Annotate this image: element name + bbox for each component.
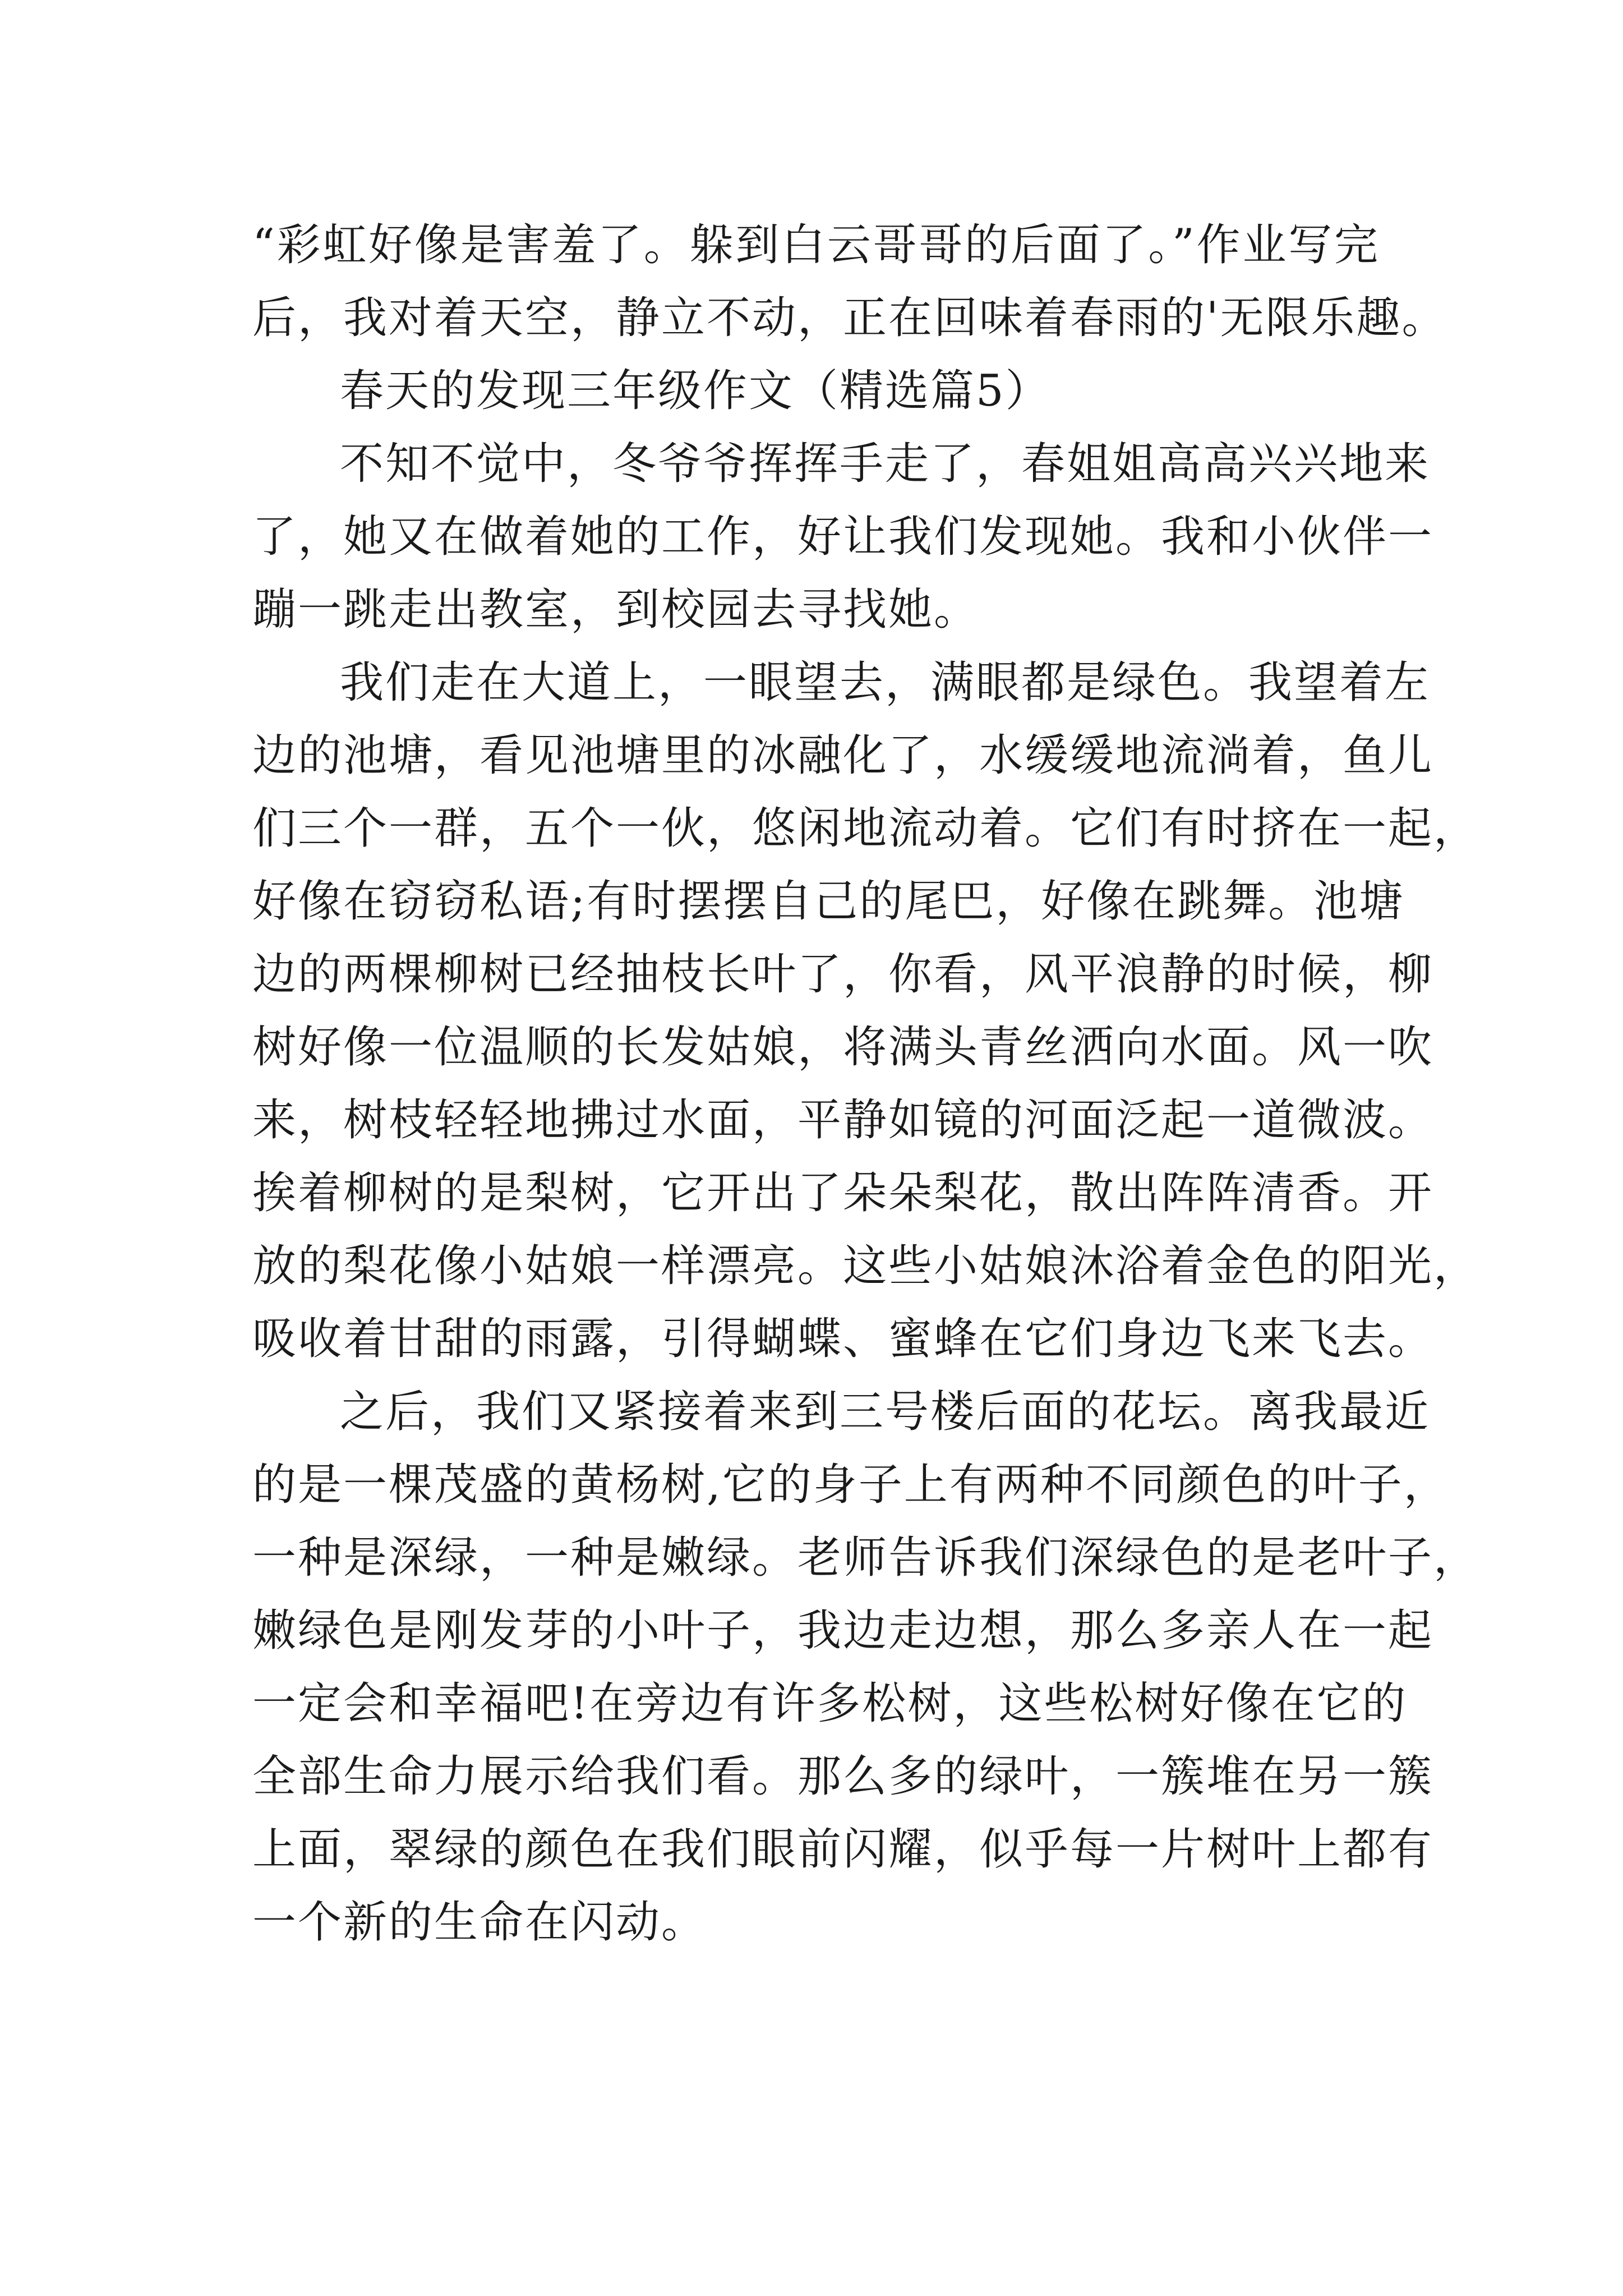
text-line: 全部生命力展示给我们看。那么多的绿叶，一簇堆在另一簇 <box>252 1751 1434 1802</box>
document-body <box>252 209 1479 1959</box>
text-line: 一种是深绿，一种是嫩绿。老师告诉我们深绿色的是老叶子， <box>252 1533 1479 1583</box>
text-line: 挨着柳树的是梨树，它开出了朵朵梨花，散出阵阵清香。开 <box>252 1168 1434 1218</box>
text-line: 吸收着甘甜的雨露，引得蝴蝶、蜜蜂在它们身边飞来飞去。 <box>252 1314 1434 1364</box>
text-line: 的是一棵茂盛的黄杨树,它的身子上有两种不同颜色的叶子， <box>252 1460 1449 1510</box>
paragraph <box>252 209 1447 355</box>
text-line: 边的池塘，看见池塘里的冰融化了，水缓缓地流淌着，鱼儿 <box>252 730 1434 781</box>
text-line: 上面，翠绿的颜色在我们眼前闪耀，似乎每一片树叶上都有 <box>252 1824 1434 1875</box>
text-line: 们三个一群，五个一伙，悠闲地流动着。它们有时挤在一起， <box>252 803 1479 854</box>
text-line: 一定会和幸福吧!在旁边有许多松树，这些松树好像在它的 <box>252 1678 1408 1729</box>
text-line: 好像在窃窃私语;有时摆摆自己的尾巴，好像在跳舞。池塘 <box>252 876 1405 927</box>
text-line: 嫩绿色是刚发芽的小叶子，我边走边想，那么多亲人在一起 <box>252 1605 1434 1656</box>
text-line: 不知不觉中，冬爷爷挥挥手走了，春姐姐高高兴兴地来 <box>340 439 1431 489</box>
text-line: 之后，我们又紧接着来到三号楼后面的花坛。离我最近 <box>340 1387 1431 1437</box>
text-line: 春天的发现三年级作文（精选篇5） <box>340 366 1051 416</box>
text-line: 了，她又在做着她的工作，好让我们发现她。我和小伙伴一 <box>252 512 1434 562</box>
text-line: 边的两棵柳树已经抽枝长叶了，你看，风平浪静的时候，柳 <box>252 949 1434 1000</box>
paragraph <box>252 355 1380 427</box>
paragraph <box>252 1375 1479 1959</box>
text-line: 一个新的生命在闪动。 <box>252 1897 707 1948</box>
text-line: 蹦一跳走出教室，到校园去寻找她。 <box>252 585 980 635</box>
text-line: 放的梨花像小姑娘一样漂亮。这些小姑娘沐浴着金色的阳光， <box>252 1241 1479 1291</box>
text-line: 树好像一位温顺的长发姑娘，将满头青丝洒向水面。风一吹 <box>252 1022 1434 1073</box>
paragraph <box>252 427 1434 646</box>
text-line: “彩虹好像是害羞了。躲到白云哥哥的后面了。”作业写完 <box>252 220 1380 270</box>
text-line: 来，树枝轻轻地拂过水面，平静如镜的河面泛起一道微波。 <box>252 1095 1434 1145</box>
text-line: 我们走在大道上，一眼望去，满眼都是绿色。我望着左 <box>340 657 1431 708</box>
text-line: 后，我对着天空，静立不动，正在回味着春雨的'无限乐趣。 <box>252 293 1447 343</box>
paragraph <box>252 646 1479 1375</box>
